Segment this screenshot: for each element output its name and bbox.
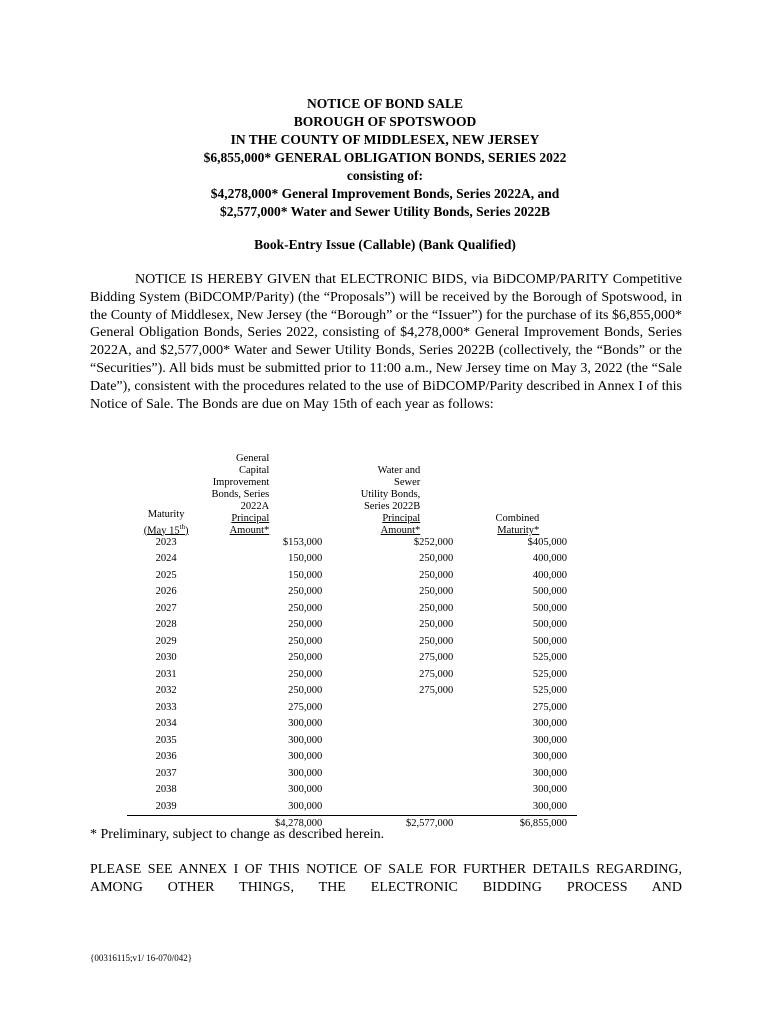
water-amount bbox=[356, 716, 475, 733]
maturity-year: 2028 bbox=[155, 619, 177, 631]
general-amount-value: 300,000 bbox=[288, 784, 323, 796]
table-row bbox=[127, 782, 577, 799]
general-amount-value: 300,000 bbox=[288, 718, 323, 730]
combined-amount-value: 525,000 bbox=[532, 685, 567, 697]
table-row bbox=[127, 601, 577, 618]
maturity-year: 2038 bbox=[155, 784, 177, 796]
combined-amount-value: 300,000 bbox=[532, 767, 567, 779]
combined-amount bbox=[475, 584, 577, 601]
general-amount-value: 250,000 bbox=[288, 652, 323, 664]
general-amount-value: 150,000 bbox=[288, 569, 323, 581]
general-amount bbox=[205, 537, 356, 551]
water-amount bbox=[356, 683, 475, 700]
maturity-year: 2036 bbox=[155, 751, 177, 763]
general-amount-value: 150,000 bbox=[288, 553, 323, 565]
general-amount bbox=[205, 766, 356, 783]
table-row bbox=[127, 617, 577, 634]
combined-amount bbox=[475, 749, 577, 766]
water-amount bbox=[356, 667, 475, 684]
table-row bbox=[127, 683, 577, 700]
combined-amount bbox=[475, 683, 577, 700]
combined-amount bbox=[475, 537, 577, 551]
water-amount-value: 250,000 bbox=[419, 635, 454, 647]
general-total-value: $4,278,000 bbox=[274, 818, 323, 829]
general-amount bbox=[205, 683, 356, 700]
table-row bbox=[127, 537, 577, 551]
maturity-year: 2031 bbox=[155, 668, 177, 680]
general-amount bbox=[205, 667, 356, 684]
water-amount bbox=[356, 766, 475, 783]
water-total-value: $2,577,000 bbox=[406, 818, 454, 829]
table-row bbox=[127, 667, 577, 684]
maturity-schedule-table bbox=[127, 453, 577, 838]
general-amount-value: 300,000 bbox=[288, 734, 323, 746]
water-amount bbox=[356, 537, 475, 551]
water-amount bbox=[356, 634, 475, 651]
combined-amount bbox=[475, 667, 577, 684]
heading-line: IN THE COUNTY OF MIDDLESEX, NEW JERSEY bbox=[230, 132, 540, 147]
water-amount-value: 275,000 bbox=[419, 685, 454, 697]
combined-amount bbox=[475, 568, 577, 585]
combined-amount-value: 400,000 bbox=[532, 569, 567, 581]
combined-amount-value: $405,000 bbox=[527, 537, 567, 548]
maturity-year: 2024 bbox=[155, 553, 177, 565]
water-amount bbox=[356, 568, 475, 585]
maturity-year: 2026 bbox=[155, 586, 177, 598]
general-amount-value: $153,000 bbox=[282, 537, 323, 548]
maturity-year: 2023 bbox=[155, 537, 177, 548]
general-amount-value: 250,000 bbox=[288, 668, 323, 680]
general-amount-value: 300,000 bbox=[288, 767, 323, 779]
heading-line: $6,855,000* GENERAL OBLIGATION BONDS, SERIES 2022 bbox=[203, 150, 567, 165]
water-amount bbox=[356, 650, 475, 667]
combined-amount-value: 275,000 bbox=[532, 701, 567, 713]
water-amount bbox=[356, 749, 475, 766]
combined-total bbox=[475, 816, 577, 839]
heading-line: $4,278,000* General Improvement Bonds, Series 2022A, and bbox=[210, 186, 560, 201]
maturity-year: 2030 bbox=[155, 652, 177, 664]
combined-total-value: $6,855,000 bbox=[519, 818, 567, 829]
general-amount bbox=[205, 749, 356, 766]
water-amount-value: 250,000 bbox=[419, 569, 454, 581]
combined-amount-value: 300,000 bbox=[532, 800, 567, 812]
maturity-year: 2039 bbox=[155, 800, 177, 812]
maturity-rows bbox=[127, 537, 577, 838]
combined-amount-value: 300,000 bbox=[532, 751, 567, 763]
water-amount bbox=[356, 733, 475, 750]
combined-amount-value: 300,000 bbox=[532, 734, 567, 746]
combined-amount bbox=[475, 601, 577, 618]
table-row bbox=[127, 584, 577, 601]
maturity-year: 2025 bbox=[155, 569, 177, 581]
table-row bbox=[127, 650, 577, 667]
general-amount bbox=[205, 634, 356, 651]
general-amount-value: 250,000 bbox=[288, 635, 323, 647]
table-row bbox=[127, 716, 577, 733]
general-amount-value: 250,000 bbox=[288, 685, 323, 697]
general-amount-value: 275,000 bbox=[288, 701, 323, 713]
table-row bbox=[127, 733, 577, 750]
water-amount-value: $252,000 bbox=[413, 537, 454, 548]
combined-amount-value: 500,000 bbox=[532, 602, 567, 614]
header-combined: Combined Maturity* bbox=[495, 513, 540, 536]
combined-amount-value: 300,000 bbox=[532, 718, 567, 730]
combined-amount-value: 400,000 bbox=[532, 553, 567, 565]
maturity-year: 2032 bbox=[155, 685, 177, 697]
general-amount bbox=[205, 700, 356, 717]
water-amount-value: 250,000 bbox=[419, 619, 454, 631]
water-amount-value: 250,000 bbox=[419, 602, 454, 614]
water-amount bbox=[356, 700, 475, 717]
table-row bbox=[127, 749, 577, 766]
combined-amount bbox=[475, 650, 577, 667]
water-amount bbox=[356, 782, 475, 799]
table-row bbox=[127, 799, 577, 816]
maturity-year: 2035 bbox=[155, 734, 177, 746]
heading-line: NOTICE OF BOND SALE bbox=[307, 96, 463, 111]
notice-paragraph: NOTICE IS HEREBY GIVEN that ELECTRONIC BIDS, via BiDCOMP/PARITY Competitive Bidding System (BiDCOMP/Parity) (the “Proposals”) will be received by the Borough of Spotswood, in the County of Middlesex, New Jersey (the “Borough” or the “Issuer”) for the purchase of its $6,855,000* General Obligation Bonds, Series 2022, consisting of $4,278,000* General Improvement Bonds, Series 2022A, and $2,577,000* Water and Sewer Utility Bonds, Series 2022B (collectively, the “Bonds” or the “Securities”). All bids must be submitted prior to 11:00 a.m., New Jersey time on May 3, 2022 (the “Sale Date”), consistent with the procedures related to the use of BiDCOMP/Parity described in Annex I of this Notice of Sale. The Bonds are due on May 15th of each year as follows: bbox=[90, 272, 682, 412]
combined-amount bbox=[475, 733, 577, 750]
water-amount-value: 250,000 bbox=[419, 553, 454, 565]
general-amount bbox=[205, 568, 356, 585]
document-reference: {00316115;v1/ 16-070/042} bbox=[90, 953, 193, 963]
general-amount bbox=[205, 584, 356, 601]
combined-amount bbox=[475, 716, 577, 733]
maturity-year: 2027 bbox=[155, 602, 177, 614]
water-amount-value: 275,000 bbox=[419, 668, 454, 680]
combined-amount-value: 300,000 bbox=[532, 784, 567, 796]
general-amount bbox=[205, 601, 356, 618]
water-amount bbox=[356, 601, 475, 618]
combined-amount-value: 500,000 bbox=[532, 586, 567, 598]
table-row bbox=[127, 551, 577, 568]
heading-line: $2,577,000* Water and Sewer Utility Bonds, Series 2022B bbox=[219, 204, 550, 219]
combined-amount-value: 525,000 bbox=[532, 668, 567, 680]
general-amount-value: 300,000 bbox=[288, 751, 323, 763]
maturity-year: 2037 bbox=[155, 767, 177, 779]
combined-amount-value: 500,000 bbox=[532, 635, 567, 647]
general-amount bbox=[205, 617, 356, 634]
combined-amount-value: 525,000 bbox=[532, 652, 567, 664]
table-row bbox=[127, 634, 577, 651]
water-amount-value: 275,000 bbox=[419, 652, 454, 664]
header-general-improvement: General Capital Improvement Bonds, Series 2022A Principal Amount* bbox=[211, 453, 270, 536]
water-amount bbox=[356, 551, 475, 568]
table-row bbox=[127, 568, 577, 585]
heading-line: BOROUGH OF SPOTSWOOD bbox=[293, 114, 477, 129]
header-maturity: Maturity (May 15th) bbox=[143, 508, 189, 536]
water-amount bbox=[356, 799, 475, 816]
combined-amount bbox=[475, 551, 577, 568]
notice-heading bbox=[90, 95, 680, 221]
general-amount-value: 250,000 bbox=[288, 619, 323, 631]
general-amount bbox=[205, 716, 356, 733]
combined-amount bbox=[475, 617, 577, 634]
combined-amount bbox=[475, 782, 577, 799]
combined-amount bbox=[475, 700, 577, 717]
water-amount bbox=[356, 584, 475, 601]
combined-amount bbox=[475, 634, 577, 651]
general-amount bbox=[205, 551, 356, 568]
heading-line: consisting of: bbox=[346, 168, 424, 183]
water-amount-value: 250,000 bbox=[419, 586, 454, 598]
general-amount bbox=[205, 650, 356, 667]
issue-subheading: Book-Entry Issue (Callable) (Bank Qualified) bbox=[254, 237, 516, 252]
general-amount bbox=[205, 799, 356, 816]
table-header-row bbox=[127, 453, 577, 537]
preliminary-footnote: * Preliminary, subject to change as described herein. bbox=[90, 827, 385, 842]
table-row bbox=[127, 700, 577, 717]
general-amount-value: 250,000 bbox=[288, 602, 323, 614]
combined-amount bbox=[475, 766, 577, 783]
annex-notice-paragraph: PLEASE SEE ANNEX I OF THIS NOTICE OF SALE FOR FURTHER DETAILS REGARDING, AMONG OTHER THINGS, THE ELECTRONIC BIDDING PROCESS AND bbox=[90, 862, 682, 895]
maturity-year: 2029 bbox=[155, 635, 177, 647]
general-amount bbox=[205, 782, 356, 799]
general-amount bbox=[205, 733, 356, 750]
header-water-sewer: Water and Sewer Utility Bonds, Series 2022B Principal Amount* bbox=[360, 465, 421, 536]
general-amount-value: 250,000 bbox=[288, 586, 323, 598]
maturity-year: 2034 bbox=[155, 718, 177, 730]
water-amount bbox=[356, 617, 475, 634]
general-amount-value: 300,000 bbox=[288, 800, 323, 812]
combined-amount-value: 500,000 bbox=[532, 619, 567, 631]
maturity-year: 2033 bbox=[155, 701, 177, 713]
table-row bbox=[127, 766, 577, 783]
combined-amount bbox=[475, 799, 577, 816]
